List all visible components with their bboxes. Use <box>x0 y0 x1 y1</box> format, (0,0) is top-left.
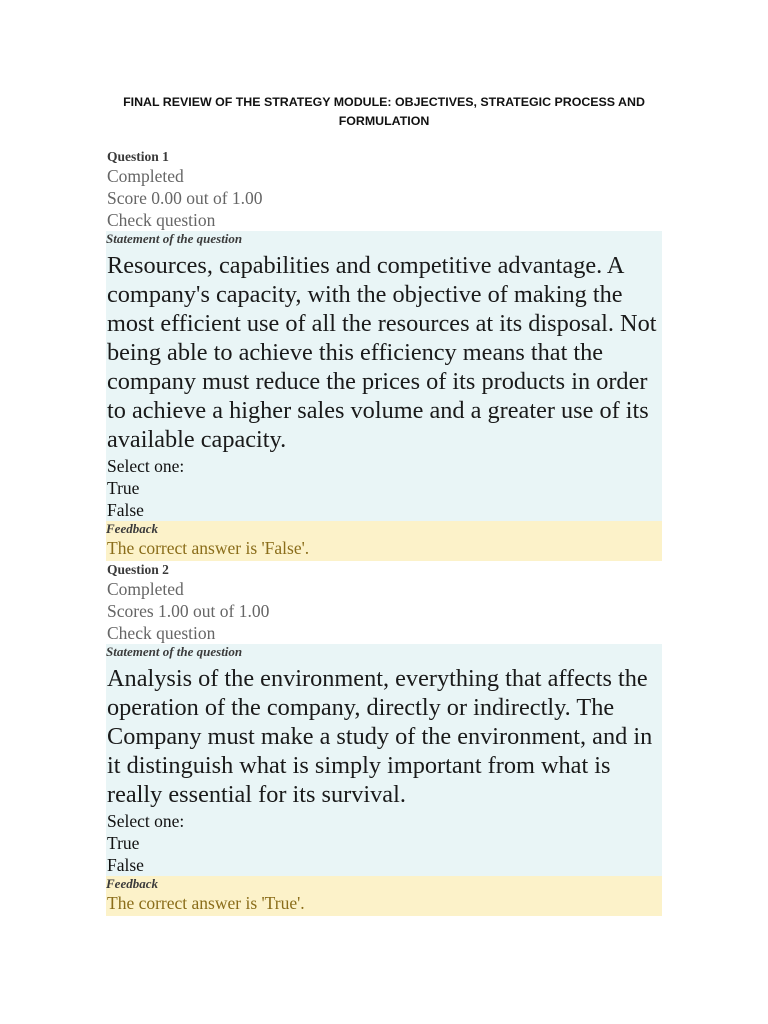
feedback-box <box>106 876 662 916</box>
question-score: Scores 1.00 out of 1.00 <box>107 601 270 621</box>
answer-option-false[interactable]: False <box>107 855 144 875</box>
question-number: Question 1 <box>107 149 169 164</box>
document-title-line-2: FORMULATION <box>338 114 430 128</box>
statement-label: Statement of the question <box>106 644 243 659</box>
question-text: Analysis of the environment, everything that affects the operation of the company, directly or indirectly. The Company must make a study of the environment, and in it distinguish what is simply important from what is really essential for its survival. <box>107 665 653 808</box>
document-title-line-1: FINAL REVIEW OF THE STRATEGY MODULE: OBJECTIVES, STRATEGIC PROCESS AND <box>123 95 645 109</box>
question-statement-box <box>106 231 662 521</box>
document-title <box>100 93 668 131</box>
feedback-box <box>106 521 662 561</box>
question-statement-box <box>106 644 662 876</box>
check-question-link[interactable]: Check question <box>107 210 216 230</box>
question-status: Completed <box>107 579 184 599</box>
question-block-1 <box>106 149 662 561</box>
question-block-2 <box>106 562 662 916</box>
feedback-text: The correct answer is 'True'. <box>107 893 305 913</box>
question-text: Resources, capabilities and competitive advantage. A company's capacity, with the objective of making the most efficient use of all the resources at its disposal. Not being able to achieve this efficiency means that the company must reduce the prices of its products in order to achieve a higher sales volume and a greater use of its available capacity. <box>107 252 657 453</box>
select-one-label: Select one: <box>107 456 185 476</box>
check-question-link[interactable]: Check question <box>107 623 216 643</box>
feedback-text: The correct answer is 'False'. <box>107 538 310 558</box>
select-one-label: Select one: <box>107 811 185 831</box>
question-number: Question 2 <box>107 562 169 577</box>
feedback-label: Feedback <box>106 521 158 536</box>
answer-option-true[interactable]: True <box>107 833 140 853</box>
answer-option-true[interactable]: True <box>107 478 140 498</box>
answer-option-false[interactable]: False <box>107 500 144 520</box>
statement-label: Statement of the question <box>106 231 243 246</box>
question-score: Score 0.00 out of 1.00 <box>107 188 263 208</box>
question-status: Completed <box>107 166 184 186</box>
feedback-label: Feedback <box>106 876 158 891</box>
